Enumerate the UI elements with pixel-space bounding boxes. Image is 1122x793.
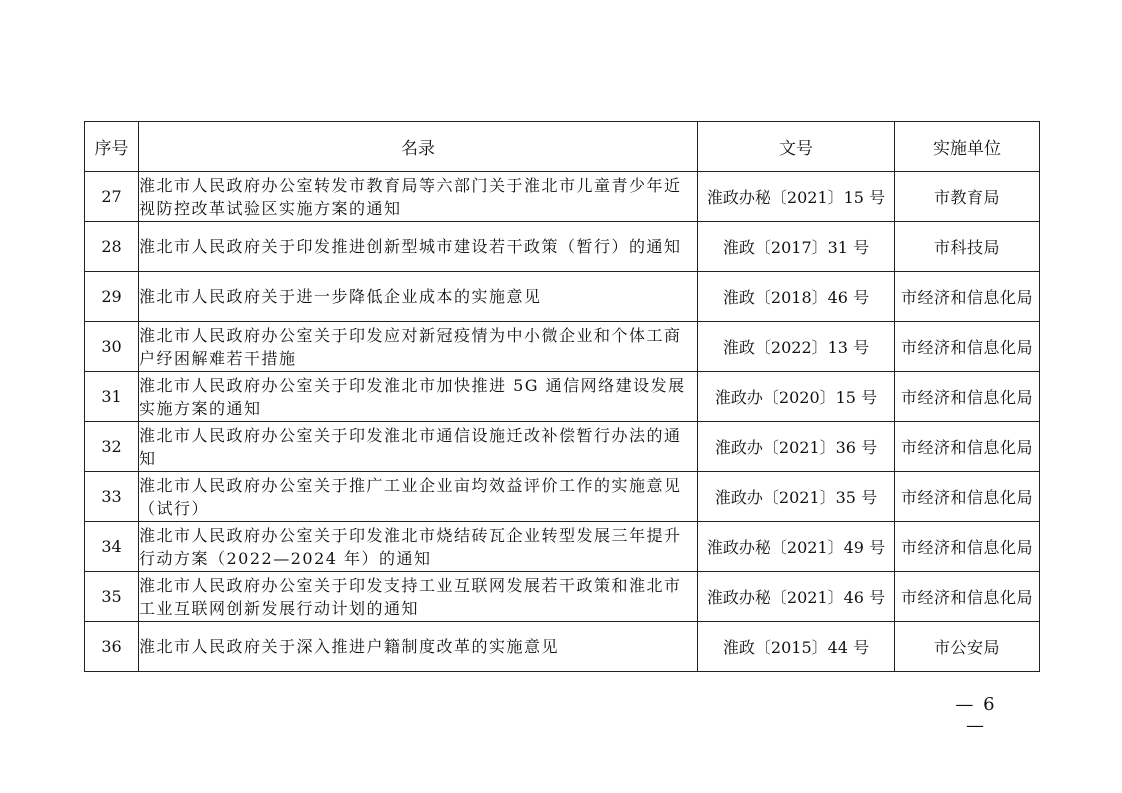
row-document-number: 淮政办〔2021〕35 号 [698, 472, 895, 522]
row-number: 34 [85, 522, 139, 572]
table-row [85, 222, 1040, 272]
row-document-number: 淮政〔2022〕13 号 [698, 322, 895, 372]
column-header-implementing-unit: 实施单位 [895, 122, 1040, 172]
row-document-number: 淮政〔2018〕46 号 [698, 272, 895, 322]
row-title: 淮北市人民政府办公室关于印发支持工业互联网发展若干政策和淮北市工业互联网创新发展行动计划的通知 [139, 572, 698, 622]
column-header-document-number: 文号 [698, 122, 895, 172]
row-title: 淮北市人民政府办公室关于印发淮北市烧结砖瓦企业转型发展三年提升行动方案（2022—2024 年）的通知 [139, 522, 698, 572]
row-implementing-unit: 市经济和信息化局 [895, 372, 1040, 422]
policy-list-table [84, 121, 1040, 672]
row-document-number: 淮政办秘〔2021〕15 号 [698, 172, 895, 222]
column-header-number: 序号 [85, 122, 139, 172]
table-row [85, 622, 1040, 672]
table-row [85, 372, 1040, 422]
row-title: 淮北市人民政府办公室关于印发淮北市通信设施迁改补偿暂行办法的通知 [139, 422, 698, 472]
row-title: 淮北市人民政府办公室关于印发应对新冠疫情为中小微企业和个体工商户纾困解难若干措施 [139, 322, 698, 372]
row-implementing-unit: 市教育局 [895, 172, 1040, 222]
row-document-number: 淮政〔2015〕44 号 [698, 622, 895, 672]
row-number: 33 [85, 472, 139, 522]
row-implementing-unit: 市科技局 [895, 222, 1040, 272]
row-implementing-unit: 市经济和信息化局 [895, 472, 1040, 522]
row-title: 淮北市人民政府办公室转发市教育局等六部门关于淮北市儿童青少年近视防控改革试验区实施方案的通知 [139, 172, 698, 222]
row-title: 淮北市人民政府关于印发推进创新型城市建设若干政策（暂行）的通知 [139, 222, 698, 272]
table-row [85, 572, 1040, 622]
table-row [85, 322, 1040, 372]
row-document-number: 淮政办秘〔2021〕46 号 [698, 572, 895, 622]
row-document-number: 淮政办秘〔2021〕49 号 [698, 522, 895, 572]
row-number: 27 [85, 172, 139, 222]
row-title: 淮北市人民政府关于进一步降低企业成本的实施意见 [139, 272, 698, 322]
row-implementing-unit: 市公安局 [895, 622, 1040, 672]
table-row [85, 522, 1040, 572]
row-document-number: 淮政办〔2021〕36 号 [698, 422, 895, 472]
row-implementing-unit: 市经济和信息化局 [895, 272, 1040, 322]
row-number: 32 [85, 422, 139, 472]
table-header-row [85, 122, 1040, 172]
table-row [85, 422, 1040, 472]
row-implementing-unit: 市经济和信息化局 [895, 572, 1040, 622]
page-number: — 6 — [955, 694, 997, 736]
row-document-number: 淮政办〔2020〕15 号 [698, 372, 895, 422]
table-row [85, 172, 1040, 222]
row-number: 29 [85, 272, 139, 322]
row-number: 28 [85, 222, 139, 272]
row-title: 淮北市人民政府关于深入推进户籍制度改革的实施意见 [139, 622, 698, 672]
row-implementing-unit: 市经济和信息化局 [895, 422, 1040, 472]
row-document-number: 淮政〔2017〕31 号 [698, 222, 895, 272]
table-row [85, 472, 1040, 522]
row-number: 36 [85, 622, 139, 672]
table-row [85, 272, 1040, 322]
row-implementing-unit: 市经济和信息化局 [895, 322, 1040, 372]
column-header-title: 名录 [139, 122, 698, 172]
row-number: 30 [85, 322, 139, 372]
row-number: 31 [85, 372, 139, 422]
row-implementing-unit: 市经济和信息化局 [895, 522, 1040, 572]
row-title: 淮北市人民政府办公室关于印发淮北市加快推进 5G 通信网络建设发展实施方案的通知 [139, 372, 698, 422]
row-number: 35 [85, 572, 139, 622]
row-title: 淮北市人民政府办公室关于推广工业企业亩均效益评价工作的实施意见（试行） [139, 472, 698, 522]
